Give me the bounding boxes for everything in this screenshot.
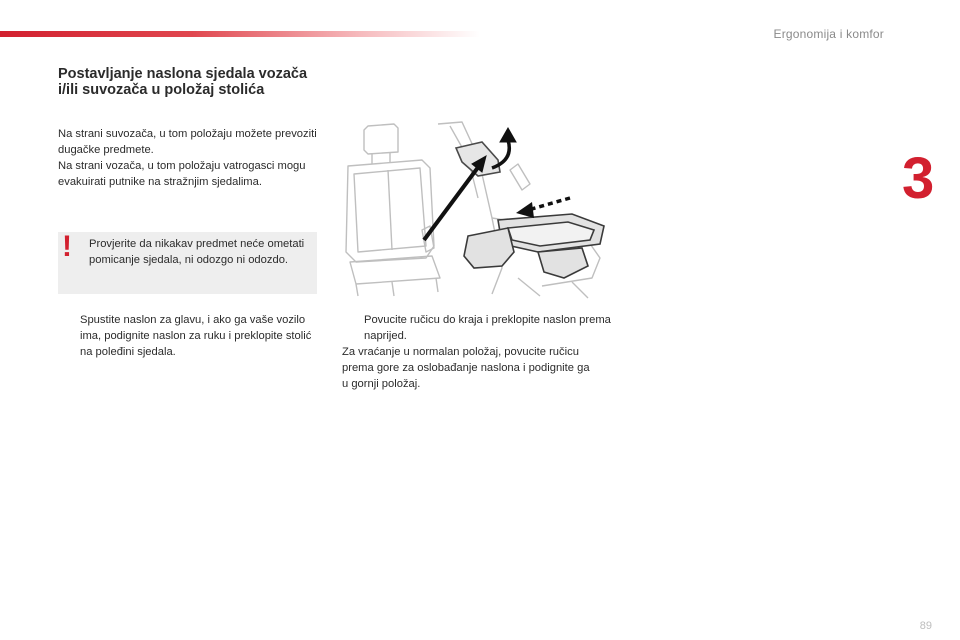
folded-headrest-icon	[456, 142, 500, 176]
warning-box	[58, 232, 317, 294]
chapter-number: 3	[902, 146, 935, 211]
chapter-title: Ergonomija i komfor	[773, 27, 884, 41]
exclamation-icon: !	[62, 230, 72, 263]
section-heading: Postavljanje naslona sjedala vozača i/ili suvozača u položaj stolića	[58, 66, 308, 98]
seat-folding-illustration	[342, 118, 612, 300]
step-text: Spustite naslon za glavu, i ako ga vaše vozilo ima, podignite naslon za ruku i preklopite stolić na poleđini sjedala.	[80, 314, 312, 358]
return-instruction: Za vraćanje u normalan položaj, povucite ručicu prema gore za oslobađanje naslona i podignite ga u gornji položaj.	[342, 346, 590, 390]
seat-illustration-svg	[342, 118, 612, 300]
step-text: Povucite ručicu do kraja i preklopite naslon prema naprijed.	[364, 314, 611, 342]
folded-backrest-icon	[464, 214, 604, 278]
lever-pull-arrow-icon	[424, 156, 486, 240]
intro-line-driver: Na strani vozača, u tom položaju vatrogasci mogu evakuirati putnike na stražnjim sjedalima.	[58, 160, 306, 188]
intro-text	[58, 126, 328, 190]
header-accent-bar	[0, 31, 480, 37]
intro-line-passenger: Na strani suvozača, u tom položaju možete prevoziti dugačke predmete.	[58, 128, 317, 156]
step-pull-lever	[342, 312, 612, 346]
step-headrest-armrest	[58, 312, 318, 362]
page-number: 89	[919, 620, 932, 632]
warning-text: Provjerite da nikakav predmet neće ometati pomicanje sjedala, ni odozgo ni odozdo.	[89, 238, 305, 266]
